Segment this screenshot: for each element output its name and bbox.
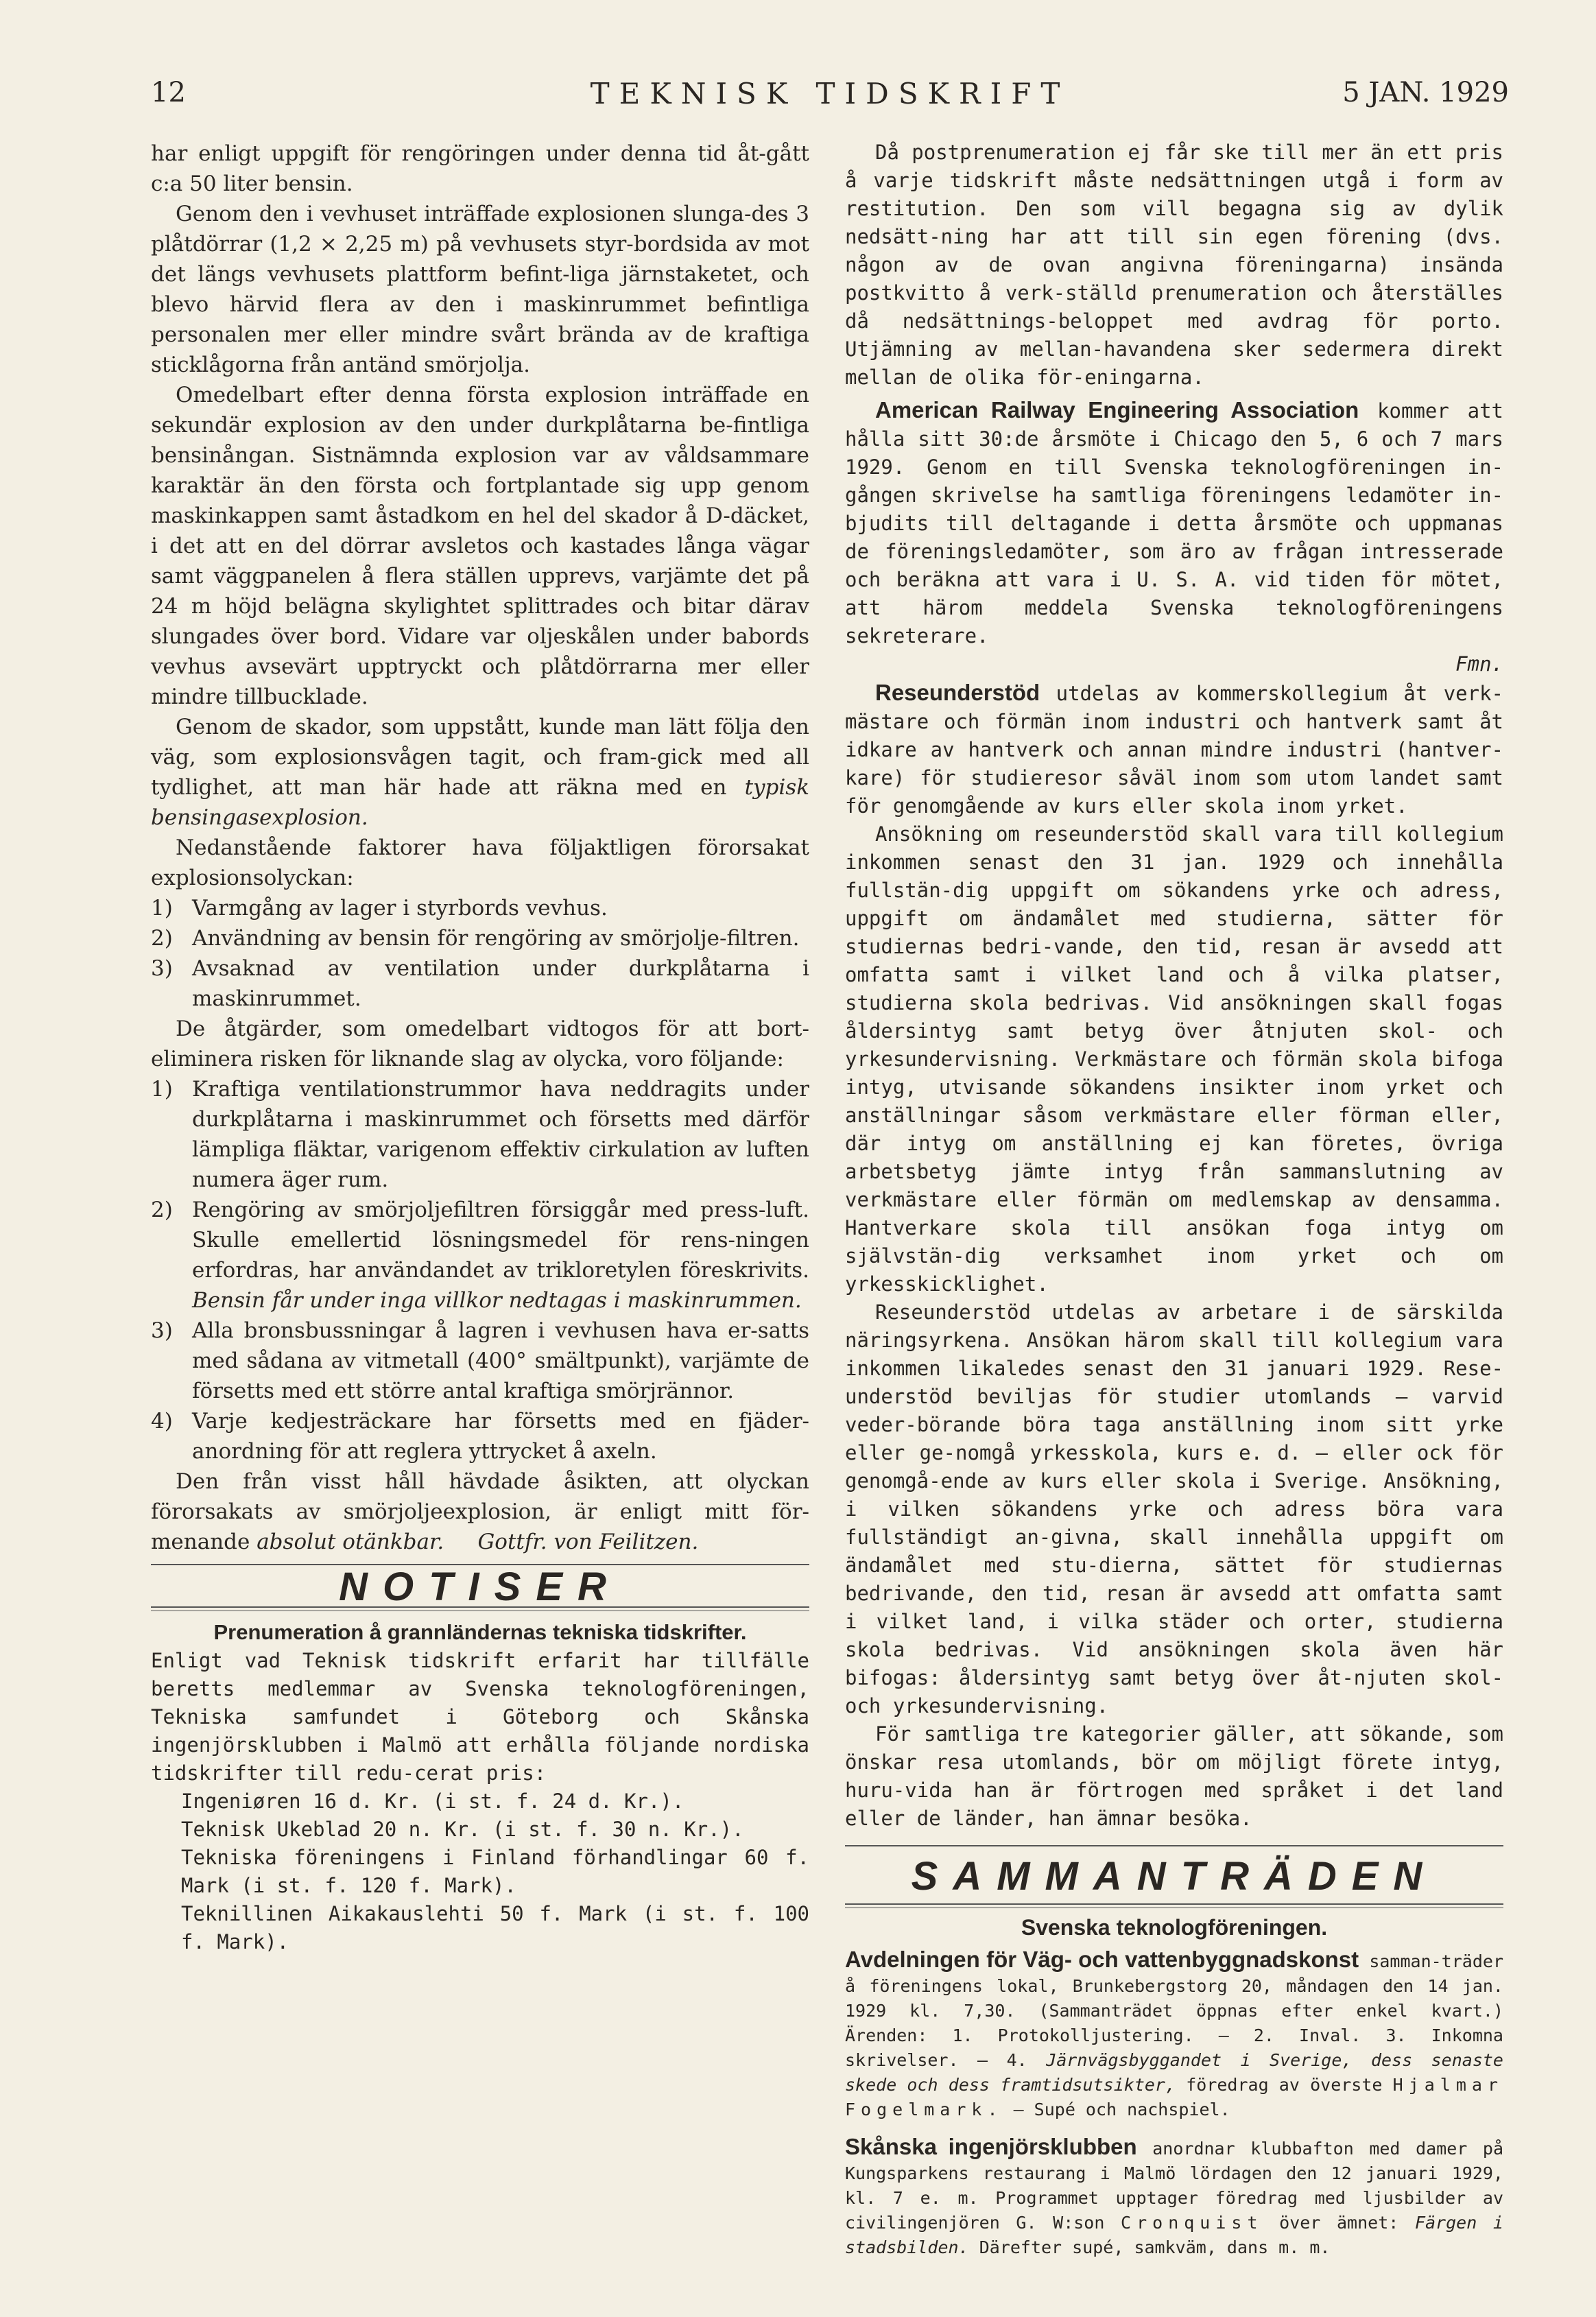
left-column xyxy=(151,139,809,1956)
emphasis: typisk bensingasexplosion. xyxy=(151,775,809,830)
list-text: Varje kedjesträckare har försetts med en fjäder-anordning för att reglera yttrycket å axeln. xyxy=(192,1409,809,1464)
causes-list xyxy=(151,893,809,1014)
notiser-heading: NOTISER xyxy=(339,1565,621,1609)
list-item: Teknisk Ukeblad 20 n. Kr. (i st. f. 30 n. Kr.). xyxy=(181,1818,744,1841)
paragraph-text: Genom de skador, som uppstått, kunde man lätt följa den väg, som explosionsvågen tagit, och fram-gick med all tydlighet, att man här hade att räkna med en xyxy=(151,715,809,800)
list-item: Ingeniøren 16 d. Kr. (i st. f. 24 d. Kr.). xyxy=(181,1790,684,1813)
list-number: 1) xyxy=(151,896,173,920)
paragraph-text: föredrag av överste xyxy=(1186,2075,1383,2095)
list-number: 1) xyxy=(151,1077,173,1102)
paragraph xyxy=(845,678,1503,820)
measures-list xyxy=(151,1074,809,1466)
list-text: Kraftiga ventilationstrummor hava neddragits under durkplåtarna i maskinrummet och försetts med därför lämpliga fläktar, varigenom effektiv cirkulation av luften numera äger rum. xyxy=(192,1077,809,1192)
list-number: 3) xyxy=(151,1318,173,1343)
list-item: Tekniska föreningens i Finland förhandlingar 60 f. Mark (i st. f. 120 f. Mark). xyxy=(181,1846,809,1897)
paragraph: Enligt vad Teknisk tidskrift erfarit har tillfälle beretts medlemmar av Svenska teknologföreningen, Tekniska samfundet i Göteborg och Skånska ingenjörsklubben i Malmö att erhålla följande nordiska tidskrifter till redu-cerat pris: xyxy=(151,1649,809,1785)
list-number: 4) xyxy=(151,1409,173,1434)
list-text: Varmgång av lager i styrbords vevhus. xyxy=(192,896,608,920)
paragraph-text: Den från visst håll hävdade åsikten, att olyckan förorsakats av smörjoljeexplosion, är enligt mitt för-menande xyxy=(151,1469,809,1554)
paragraph-text: utdelas av kommerskollegium åt verk-mästare och förmän inom industri och hantverk samt åt idkare av hantverk och annan mindre industri (hantver-kare) för studieresor såväl inom som utom landet samt för genomgående av kurs eller skola inom yrket. xyxy=(845,682,1503,818)
list-text: Avsaknad av ventilation under durkplåtarna i maskinrummet. xyxy=(192,956,809,1011)
paragraph-text: Därefter supé, samkväm, dans m. m. xyxy=(979,2237,1331,2257)
author-signature: Gottfr. von Feilitzen. xyxy=(477,1530,699,1554)
paragraph-text: samman-träder å föreningens lokal, Brunkebergstorg 20, måndagen den 14 jan. 1929 kl. 7,30. (Sammanträdet öppnas efter enkel kvart.) Ärenden: 1. Protokolljustering. — 2. Inval. 3. Inkomna skrivelser. — 4. xyxy=(845,1951,1503,2070)
notice-body xyxy=(845,139,1503,1833)
right-column xyxy=(845,139,1503,2260)
divider xyxy=(845,1845,1503,1846)
page-number: 12 xyxy=(151,77,186,108)
paragraph-text: — Supé och nachspiel. xyxy=(1013,2100,1230,2119)
divider xyxy=(845,1903,1503,1908)
journal-title: TEKNISK TIDSKRIFT xyxy=(590,77,1070,110)
paragraph: Reseunderstöd utdelas av arbetare i de särskilda näringsyrkena. Ansökan härom skall till kollegium vara inkommen likaledes senast den 31 januari 1929. Rese-understöd beviljas för studier utomlands — varvid veder-börande böra taga anställning inom sitt yrke eller ge-nomgå yrkesskola, kurs e. d. — eller ock för genomgå-ende av kurs eller skola i Sverige. Ansökning, i vilken sökandens yrke och adress böra vara fullständigt an-givna, skall innehålla uppgift om ändamålet med stu-dierna, sättet för studiernas bedrivande, den tid, resan är avsedd att omfatta samt i vilket land, i vilka städer och orter, studierna skola bedrivas. Vid ansökningen skola även här bifogas: åldersintyg samt betyg över åt-njuten skol- och yrkesundervisning. xyxy=(845,1300,1503,1718)
paragraph xyxy=(845,396,1503,650)
paragraph: Omedelbart efter denna första explosion inträffade en sekundär explosion av den under durkplåtarna be-fintliga bensinångan. Sistnämnda explosion var av våldsammare karaktär än den första och fortplantade sig upp genom maskinkappen samt åstadkom en hel del skador å D-däcket, i det att en del dörrar avsletos och kastades långa vägar samt väggpanelen å flera ställen upprevs, varjämte det på 24 m höjd belägna skylightet splittrades och bitar därav slungades över bord. Vidare var oljeskålen under babords vevhus avsevärt upptryckt och plåtdörrarna mer eller mindre tillbucklade. xyxy=(151,383,809,709)
list-text: Användning av bensin för rengöring av smörjolje-filtren. xyxy=(192,926,800,951)
list-item xyxy=(151,1406,809,1466)
list-text: Rengöring av smörjoljefiltren försiggår med press-luft. Skulle emellertid lösningsmedel för rens-ningen erfordras, har användandet av trikloretylen föreskrivits. xyxy=(192,1198,809,1283)
paragraph: Nedanstående faktorer hava följaktligen förorsakat explosionsolyckan: xyxy=(151,835,809,890)
notice-lead: Reseunderstöd xyxy=(875,680,1040,705)
page-header xyxy=(151,77,1509,125)
list-number: 2) xyxy=(151,926,173,951)
notice-body xyxy=(151,1647,809,1956)
notice-title: Prenumeration å grannländernas tekniska tidskrifter. xyxy=(213,1620,747,1644)
paragraph: De åtgärder, som omedelbart vidtogos för att bort-eliminera risken för liknande slag av olycka, voro följande: xyxy=(151,1017,809,1071)
paragraph-text: anordnar klubbafton med damer på Kungsparkens restaurang i Malmö lördagen den 12 januari 1929, kl. 7 e. m. Programmet upptager föredrag med ljusbilder av civilingenjören G. W:son xyxy=(845,2139,1504,2233)
speaker-name: Hjalmar Fogelmark. xyxy=(845,2075,1503,2119)
speaker-name: Cronquist xyxy=(1121,2213,1263,2233)
emphasis: absolut otänkbar. xyxy=(257,1530,444,1554)
paragraph: Då postprenumeration ej får ske till mer än ett pris å varje tidskrift måste nedsättningen utgå i form av restitution. Den som vill begagna sig av dylik nedsätt-ning har att till sin egen förening (dvs. någon av de ovan angivna föreningarna) insända postkvitto å verk-ställd prenumeration och återställes då nedsättnings-beloppet med avdrag för porto. Utjämning av mellan-havandena sker sedermera direkt mellan de olika för-eningarna. xyxy=(845,141,1503,389)
spacer xyxy=(845,2122,1503,2135)
list-item: Teknillinen Aikakauslehti 50 f. Mark (i st. f. 100 f. Mark). xyxy=(181,1902,809,1953)
paragraph: Genom den i vevhuset inträffade explosionen slunga-des 3 plåtdörrar (1,2 × 2,25 m) på vevhusets styr-bordsida av mot det längs vevhusets plattform befint-liga järnstaketet, och blevo härvid flera av den i maskinrummet befintliga personalen mer eller mindre svårt brända av de kraftiga sticklågorna från antänd smörjolja. xyxy=(151,202,809,377)
list-item xyxy=(151,953,809,1014)
notice-lead: Skånska ingenjörsklubben xyxy=(845,2134,1137,2159)
list-item xyxy=(151,923,809,953)
issue-date: 5 JAN. 1929 xyxy=(1342,77,1509,108)
paragraph: För samtliga tre kategorier gäller, att sökande, som önskar resa utomlands, bör om möjligt förete intyg, huru-vida han är förtrogen med språket i det land eller de länder, han ämnar besöka. xyxy=(845,1722,1503,1830)
paragraph xyxy=(151,712,809,833)
emphasis: Bensin får under inga villkor nedtagas i maskinrummen. xyxy=(192,1288,802,1313)
notice-lead: American Railway Engineering Association xyxy=(875,397,1359,423)
list-item xyxy=(151,1074,809,1195)
list-item xyxy=(151,893,809,923)
list-number: 3) xyxy=(151,956,173,981)
paragraph-text: kommer att hålla sitt 30:de årsmöte i Chicago den 5, 6 och 7 mars 1929. Genom en till Svenska teknologföreningen in-gången skrivelse ha samtliga föreningens ledamöter in-bjudits till deltagande i detta årsmöte och uppmanas de föreningsledamöter, som äro av frågan intresserade och beräkna att vara i U. S. A. vid tiden för mötet, att härom meddela Svenska teknologföreningens sekreterare. xyxy=(845,399,1503,647)
list-item xyxy=(151,1195,809,1316)
emphasis: Järnvägsbyggandet i Sverige, dess senaste skede och dess framtidsutsikter, xyxy=(845,2050,1503,2095)
paragraph: Ansökning om reseunderstöd skall vara till kollegium inkommen senast den 31 jan. 1929 och innehålla fullstän-dig uppgift om sökandens yrke och adress, uppgift om ändamålet med studierna, sätter för studiernas bedri-vande, den tid, resan är avsedd att omfatta samt i vilket land och å vilka platser, studierna skola bedrivas. Vid ansökningen skall fogas åldersintyg samt betyg över åtnjuten skol- och yrkesundervisning. Verkmästare och förmän skola bifoga intyg, utvisande sökandens insikter inom yrket och anställningar såsom verkmästare eller förman eller, där intyg om anställning ej kan företes, övriga arbetsbetyg jämte intyg från sammanslutning av verkmästare eller förmän om medlemskap av densamma. Hantverkare skola till ansökan foga intyg om självstän-dig verksamhet inom yrket och om yrkesskicklighet. xyxy=(845,822,1503,1296)
sammantraden-heading: SAMMANTRÄDEN xyxy=(911,1854,1438,1899)
paragraph xyxy=(151,1466,809,1557)
notice-signature: Fmn. xyxy=(1455,652,1503,676)
list-item xyxy=(151,1316,809,1406)
list-text: Alla bronsbussningar å lagren i vevhusen hava er-satts med sådana av vitmetall (400° smältpunkt), varjämte de försetts med ett större antal kraftiga smörjrännor. xyxy=(192,1318,809,1403)
paragraph-text: över ämnet: xyxy=(1279,2213,1399,2233)
paragraph: har enligt uppgift för rengöringen under denna tid åt-gått c:a 50 liter bensin. xyxy=(151,141,809,196)
paragraph xyxy=(845,2135,1503,2260)
society-heading: Svenska teknologföreningen. xyxy=(1021,1915,1328,1940)
list-number: 2) xyxy=(151,1198,173,1222)
emphasis: Färgen i stadsbilden. xyxy=(845,2213,1503,2257)
meeting-notice xyxy=(845,1947,1503,2260)
notice-lead: Avdelningen för Väg- och vattenbyggnadskonst xyxy=(845,1947,1359,1972)
paragraph xyxy=(845,1947,1503,2122)
